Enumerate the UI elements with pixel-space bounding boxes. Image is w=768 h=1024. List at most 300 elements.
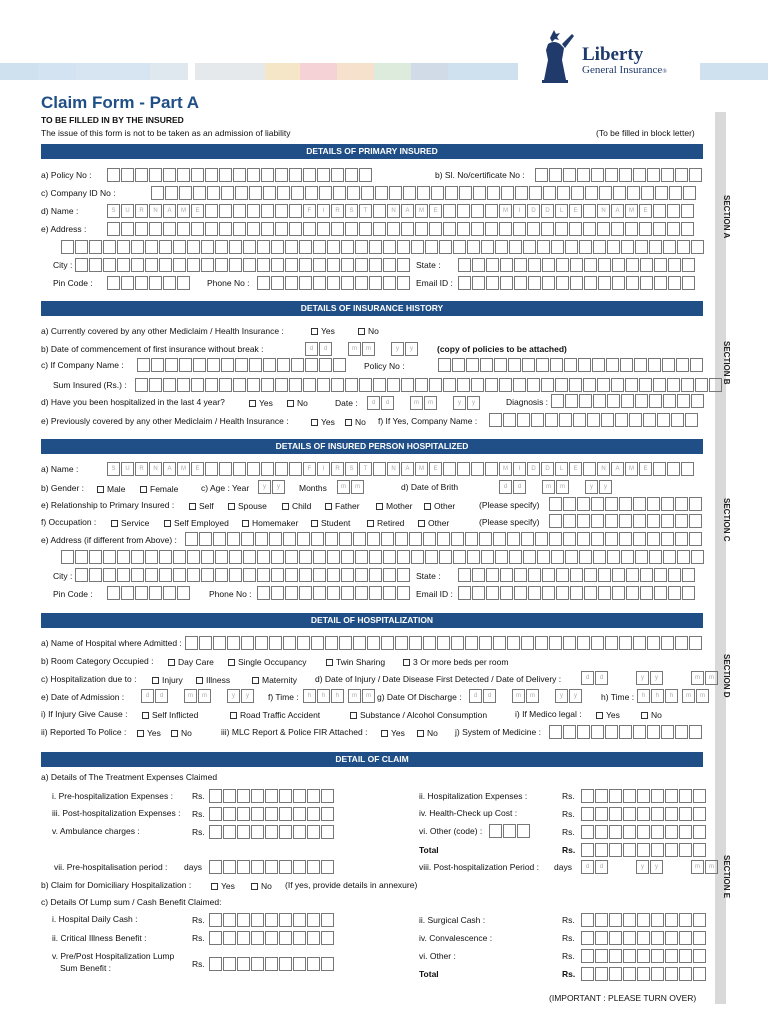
- char-box[interactable]: [437, 636, 450, 650]
- gender-male[interactable]: Male: [97, 484, 125, 494]
- char-box[interactable]: [263, 358, 276, 372]
- char-box[interactable]: [233, 168, 246, 182]
- char-box[interactable]: [255, 636, 268, 650]
- char-box[interactable]: h: [317, 689, 330, 703]
- char-box[interactable]: y: [258, 480, 271, 494]
- char-box[interactable]: [466, 358, 479, 372]
- char-box[interactable]: [563, 497, 576, 511]
- char-box[interactable]: [667, 204, 680, 218]
- char-box[interactable]: [676, 358, 689, 372]
- char-box[interactable]: [145, 568, 158, 582]
- occupation-student[interactable]: Student: [311, 518, 350, 528]
- char-box[interactable]: [135, 378, 148, 392]
- char-box[interactable]: [657, 413, 670, 427]
- char-box[interactable]: [313, 550, 326, 564]
- c-address-field-line1[interactable]: [185, 532, 703, 546]
- char-box[interactable]: [555, 378, 568, 392]
- char-box[interactable]: [584, 568, 597, 582]
- char-box[interactable]: [307, 913, 320, 927]
- char-box[interactable]: [237, 789, 250, 803]
- char-box[interactable]: [619, 168, 632, 182]
- char-box[interactable]: [299, 276, 312, 290]
- char-box[interactable]: E: [569, 462, 582, 476]
- char-box[interactable]: [361, 186, 374, 200]
- char-box[interactable]: [397, 258, 410, 272]
- char-box[interactable]: d: [469, 689, 482, 703]
- age-year-field[interactable]: [258, 480, 286, 494]
- char-box[interactable]: [500, 258, 513, 272]
- char-box[interactable]: [528, 568, 541, 582]
- char-box[interactable]: [668, 586, 681, 600]
- char-box[interactable]: [247, 222, 260, 236]
- char-box[interactable]: [229, 550, 242, 564]
- char-box[interactable]: [325, 636, 338, 650]
- char-box[interactable]: D: [527, 462, 540, 476]
- char-box[interactable]: [709, 378, 722, 392]
- char-box[interactable]: [159, 258, 172, 272]
- char-box[interactable]: I: [317, 204, 330, 218]
- relationship-child[interactable]: Child: [282, 501, 311, 511]
- char-box[interactable]: [523, 240, 536, 254]
- char-box[interactable]: [89, 258, 102, 272]
- char-box[interactable]: y: [599, 480, 612, 494]
- char-box[interactable]: [661, 168, 674, 182]
- char-box[interactable]: [265, 807, 278, 821]
- due-injury[interactable]: Injury: [152, 675, 183, 685]
- char-box[interactable]: [693, 843, 706, 857]
- char-box[interactable]: [355, 258, 368, 272]
- char-box[interactable]: [321, 807, 334, 821]
- char-box[interactable]: [501, 186, 514, 200]
- occupation-homemaker[interactable]: Homemaker: [242, 518, 298, 528]
- email-field[interactable]: [458, 276, 696, 290]
- char-box[interactable]: [458, 258, 471, 272]
- currently-covered-yes[interactable]: Yes: [311, 326, 335, 336]
- char-box[interactable]: [527, 378, 540, 392]
- char-box[interactable]: [293, 913, 306, 927]
- char-box[interactable]: [486, 276, 499, 290]
- char-box[interactable]: [341, 258, 354, 272]
- char-box[interactable]: [681, 204, 694, 218]
- char-box[interactable]: [570, 586, 583, 600]
- char-box[interactable]: [675, 532, 688, 546]
- char-box[interactable]: [549, 497, 562, 511]
- char-box[interactable]: [149, 168, 162, 182]
- char-box[interactable]: [311, 532, 324, 546]
- char-box[interactable]: [299, 550, 312, 564]
- char-box[interactable]: [571, 186, 584, 200]
- char-box[interactable]: [201, 240, 214, 254]
- char-box[interactable]: A: [163, 462, 176, 476]
- char-box[interactable]: [647, 636, 660, 650]
- lump-benefit-field[interactable]: [209, 957, 335, 971]
- char-box[interactable]: [251, 913, 264, 927]
- char-box[interactable]: [327, 240, 340, 254]
- char-box[interactable]: [205, 168, 218, 182]
- char-box[interactable]: [495, 240, 508, 254]
- char-box[interactable]: [693, 825, 706, 839]
- char-box[interactable]: [595, 949, 608, 963]
- char-box[interactable]: [665, 825, 678, 839]
- char-box[interactable]: [679, 967, 692, 981]
- char-box[interactable]: [683, 186, 696, 200]
- char-box[interactable]: [577, 725, 590, 739]
- char-box[interactable]: [480, 358, 493, 372]
- char-box[interactable]: [173, 550, 186, 564]
- previously-covered-yes[interactable]: Yes: [311, 417, 335, 427]
- char-box[interactable]: [247, 168, 260, 182]
- char-box[interactable]: [691, 550, 704, 564]
- char-box[interactable]: [285, 568, 298, 582]
- char-box[interactable]: [75, 568, 88, 582]
- char-box[interactable]: [633, 725, 646, 739]
- char-box[interactable]: [619, 532, 632, 546]
- diagnosis-field[interactable]: [551, 394, 705, 408]
- age-month-field[interactable]: [337, 480, 365, 494]
- char-box[interactable]: [443, 378, 456, 392]
- char-box[interactable]: [247, 378, 260, 392]
- char-box[interactable]: [409, 532, 422, 546]
- char-box[interactable]: [191, 378, 204, 392]
- char-box[interactable]: [381, 532, 394, 546]
- char-box[interactable]: [401, 378, 414, 392]
- char-box[interactable]: [682, 568, 695, 582]
- char-box[interactable]: [458, 568, 471, 582]
- char-box[interactable]: [653, 462, 666, 476]
- company-id-field[interactable]: [151, 186, 697, 200]
- char-box[interactable]: [299, 240, 312, 254]
- char-box[interactable]: [679, 843, 692, 857]
- char-box[interactable]: y: [467, 396, 480, 410]
- char-box[interactable]: [191, 222, 204, 236]
- char-box[interactable]: [369, 258, 382, 272]
- char-box[interactable]: [251, 789, 264, 803]
- char-box[interactable]: [437, 532, 450, 546]
- char-box[interactable]: [598, 568, 611, 582]
- char-box[interactable]: [471, 378, 484, 392]
- char-box[interactable]: [289, 462, 302, 476]
- char-box[interactable]: [307, 931, 320, 945]
- char-box[interactable]: [675, 636, 688, 650]
- char-box[interactable]: [179, 186, 192, 200]
- char-box[interactable]: [472, 276, 485, 290]
- char-box[interactable]: [293, 957, 306, 971]
- char-box[interactable]: y: [555, 689, 568, 703]
- char-box[interactable]: [465, 532, 478, 546]
- char-box[interactable]: [581, 825, 594, 839]
- char-box[interactable]: [481, 240, 494, 254]
- char-box[interactable]: [131, 240, 144, 254]
- char-box[interactable]: [293, 825, 306, 839]
- char-box[interactable]: d: [483, 689, 496, 703]
- char-box[interactable]: [317, 168, 330, 182]
- police-no[interactable]: No: [171, 728, 192, 738]
- char-box[interactable]: [271, 276, 284, 290]
- char-box[interactable]: [647, 725, 660, 739]
- char-box[interactable]: [293, 931, 306, 945]
- char-box[interactable]: [233, 204, 246, 218]
- char-box[interactable]: L: [555, 462, 568, 476]
- char-box[interactable]: [556, 276, 569, 290]
- char-box[interactable]: R: [135, 462, 148, 476]
- char-box[interactable]: [215, 258, 228, 272]
- previously-covered-no[interactable]: No: [345, 417, 366, 427]
- char-box[interactable]: M: [499, 204, 512, 218]
- char-box[interactable]: y: [650, 860, 663, 874]
- hospitalized-date-field[interactable]: [367, 396, 481, 410]
- char-box[interactable]: [611, 378, 624, 392]
- char-box[interactable]: [187, 568, 200, 582]
- char-box[interactable]: [689, 532, 702, 546]
- char-box[interactable]: D: [541, 204, 554, 218]
- char-box[interactable]: [221, 186, 234, 200]
- char-box[interactable]: [187, 258, 200, 272]
- char-box[interactable]: R: [331, 462, 344, 476]
- char-box[interactable]: [283, 532, 296, 546]
- char-box[interactable]: [528, 586, 541, 600]
- char-box[interactable]: [563, 725, 576, 739]
- char-box[interactable]: [695, 378, 708, 392]
- char-box[interactable]: [333, 186, 346, 200]
- occ-specify-field[interactable]: [549, 514, 703, 528]
- policy-no-b-field[interactable]: [438, 358, 704, 372]
- char-box[interactable]: [359, 168, 372, 182]
- char-box[interactable]: [551, 394, 564, 408]
- char-box[interactable]: [486, 568, 499, 582]
- other-code-field[interactable]: [489, 824, 531, 838]
- other-amount-field[interactable]: [581, 825, 707, 839]
- char-box[interactable]: [527, 222, 540, 236]
- char-box[interactable]: [159, 550, 172, 564]
- char-box[interactable]: [237, 957, 250, 971]
- char-box[interactable]: [619, 636, 632, 650]
- char-box[interactable]: [640, 258, 653, 272]
- char-box[interactable]: [117, 568, 130, 582]
- char-box[interactable]: [397, 276, 410, 290]
- char-box[interactable]: [481, 550, 494, 564]
- char-box[interactable]: [445, 186, 458, 200]
- char-box[interactable]: [639, 378, 652, 392]
- char-box[interactable]: [581, 843, 594, 857]
- char-box[interactable]: [609, 913, 622, 927]
- char-box[interactable]: d: [595, 671, 608, 685]
- char-box[interactable]: [509, 240, 522, 254]
- char-box[interactable]: [395, 532, 408, 546]
- mlc-yes[interactable]: Yes: [381, 728, 405, 738]
- char-box[interactable]: [499, 378, 512, 392]
- char-box[interactable]: [321, 913, 334, 927]
- police-yes[interactable]: Yes: [137, 728, 161, 738]
- char-box[interactable]: [257, 550, 270, 564]
- char-box[interactable]: [637, 789, 650, 803]
- char-box[interactable]: [587, 413, 600, 427]
- char-box[interactable]: [135, 586, 148, 600]
- char-box[interactable]: [521, 636, 534, 650]
- char-box[interactable]: [187, 240, 200, 254]
- char-box[interactable]: [327, 568, 340, 582]
- char-box[interactable]: [321, 931, 334, 945]
- char-box[interactable]: [637, 913, 650, 927]
- char-box[interactable]: [237, 807, 250, 821]
- state-field[interactable]: [458, 258, 696, 272]
- char-box[interactable]: [668, 568, 681, 582]
- char-box[interactable]: [489, 413, 502, 427]
- char-box[interactable]: A: [163, 204, 176, 218]
- char-box[interactable]: [528, 258, 541, 272]
- due-maternity[interactable]: Maternity: [252, 675, 297, 685]
- domiciliary-no[interactable]: No: [251, 881, 272, 891]
- char-box[interactable]: [675, 725, 688, 739]
- char-box[interactable]: [249, 186, 262, 200]
- char-box[interactable]: F: [303, 204, 316, 218]
- char-box[interactable]: [607, 394, 620, 408]
- char-box[interactable]: [640, 568, 653, 582]
- char-box[interactable]: [209, 789, 222, 803]
- char-box[interactable]: A: [611, 204, 624, 218]
- char-box[interactable]: [213, 532, 226, 546]
- char-box[interactable]: [213, 636, 226, 650]
- char-box[interactable]: [89, 550, 102, 564]
- char-box[interactable]: [623, 807, 636, 821]
- char-box[interactable]: [219, 222, 232, 236]
- char-box[interactable]: [609, 949, 622, 963]
- char-box[interactable]: [500, 568, 513, 582]
- char-box[interactable]: [581, 967, 594, 981]
- char-box[interactable]: D: [527, 204, 540, 218]
- char-box[interactable]: [341, 568, 354, 582]
- char-box[interactable]: [591, 532, 604, 546]
- char-box[interactable]: [665, 931, 678, 945]
- char-box[interactable]: [223, 957, 236, 971]
- char-box[interactable]: [137, 358, 150, 372]
- char-box[interactable]: [654, 586, 667, 600]
- char-box[interactable]: L: [555, 204, 568, 218]
- char-box[interactable]: T: [359, 204, 372, 218]
- char-box[interactable]: [177, 168, 190, 182]
- char-box[interactable]: [151, 358, 164, 372]
- char-box[interactable]: [209, 931, 222, 945]
- char-box[interactable]: [75, 258, 88, 272]
- char-box[interactable]: [307, 825, 320, 839]
- char-box[interactable]: [313, 568, 326, 582]
- char-box[interactable]: y: [569, 689, 582, 703]
- char-box[interactable]: A: [401, 204, 414, 218]
- char-box[interactable]: h: [651, 689, 664, 703]
- char-box[interactable]: [513, 222, 526, 236]
- char-box[interactable]: [689, 497, 702, 511]
- char-box[interactable]: N: [597, 204, 610, 218]
- commencement-date-field[interactable]: [305, 342, 419, 356]
- char-box[interactable]: [651, 807, 664, 821]
- char-box[interactable]: [439, 550, 452, 564]
- char-box[interactable]: [373, 204, 386, 218]
- char-box[interactable]: [341, 240, 354, 254]
- char-box[interactable]: [205, 378, 218, 392]
- char-box[interactable]: [103, 258, 116, 272]
- hospitalized-yes[interactable]: Yes: [249, 398, 273, 408]
- char-box[interactable]: [585, 186, 598, 200]
- char-box[interactable]: [279, 860, 292, 874]
- char-box[interactable]: [467, 240, 480, 254]
- char-box[interactable]: E: [429, 204, 442, 218]
- char-box[interactable]: [693, 931, 706, 945]
- char-box[interactable]: [543, 186, 556, 200]
- char-box[interactable]: [679, 949, 692, 963]
- char-box[interactable]: [327, 276, 340, 290]
- char-box[interactable]: [339, 636, 352, 650]
- char-box[interactable]: [117, 258, 130, 272]
- pre-hosp-period-field[interactable]: [209, 860, 335, 874]
- char-box[interactable]: [675, 168, 688, 182]
- relationship-other[interactable]: Other: [424, 501, 455, 511]
- char-box[interactable]: [359, 378, 372, 392]
- char-box[interactable]: m: [556, 480, 569, 494]
- char-box[interactable]: [121, 276, 134, 290]
- char-box[interactable]: [347, 186, 360, 200]
- char-box[interactable]: [605, 532, 618, 546]
- char-box[interactable]: [640, 276, 653, 290]
- char-box[interactable]: [265, 957, 278, 971]
- char-box[interactable]: [313, 240, 326, 254]
- char-box[interactable]: [313, 258, 326, 272]
- c-address-field-line2[interactable]: [61, 550, 705, 564]
- char-box[interactable]: [542, 276, 555, 290]
- char-box[interactable]: y: [241, 689, 254, 703]
- char-box[interactable]: [233, 378, 246, 392]
- char-box[interactable]: [495, 550, 508, 564]
- char-box[interactable]: [668, 276, 681, 290]
- char-box[interactable]: [682, 586, 695, 600]
- char-box[interactable]: [593, 240, 606, 254]
- char-box[interactable]: [577, 168, 590, 182]
- char-box[interactable]: [581, 789, 594, 803]
- discharge-time-field[interactable]: [637, 689, 710, 703]
- char-box[interactable]: y: [585, 480, 598, 494]
- char-box[interactable]: [507, 636, 520, 650]
- char-box[interactable]: [577, 636, 590, 650]
- char-box[interactable]: [163, 276, 176, 290]
- char-box[interactable]: [149, 586, 162, 600]
- char-box[interactable]: [647, 514, 660, 528]
- char-box[interactable]: [651, 843, 664, 857]
- relationship-spouse[interactable]: Spouse: [228, 501, 267, 511]
- char-box[interactable]: [523, 550, 536, 564]
- char-box[interactable]: [199, 532, 212, 546]
- char-box[interactable]: [584, 276, 597, 290]
- medicine-field[interactable]: [549, 725, 703, 739]
- occupation-other[interactable]: Other: [418, 518, 449, 528]
- convalescence-field[interactable]: [581, 931, 707, 945]
- char-box[interactable]: [389, 186, 402, 200]
- char-box[interactable]: [215, 240, 228, 254]
- benefit-total-field[interactable]: [581, 967, 707, 981]
- char-box[interactable]: [514, 586, 527, 600]
- char-box[interactable]: [665, 967, 678, 981]
- room-day-care[interactable]: Day Care: [168, 657, 214, 667]
- char-box[interactable]: m: [198, 689, 211, 703]
- char-box[interactable]: [285, 240, 298, 254]
- address-field-line2[interactable]: [61, 240, 705, 254]
- char-box[interactable]: [383, 240, 396, 254]
- char-box[interactable]: [500, 586, 513, 600]
- char-box[interactable]: [641, 186, 654, 200]
- char-box[interactable]: [107, 222, 120, 236]
- char-box[interactable]: [251, 860, 264, 874]
- char-box[interactable]: [595, 913, 608, 927]
- char-box[interactable]: S: [345, 462, 358, 476]
- char-box[interactable]: [251, 825, 264, 839]
- char-box[interactable]: [223, 807, 236, 821]
